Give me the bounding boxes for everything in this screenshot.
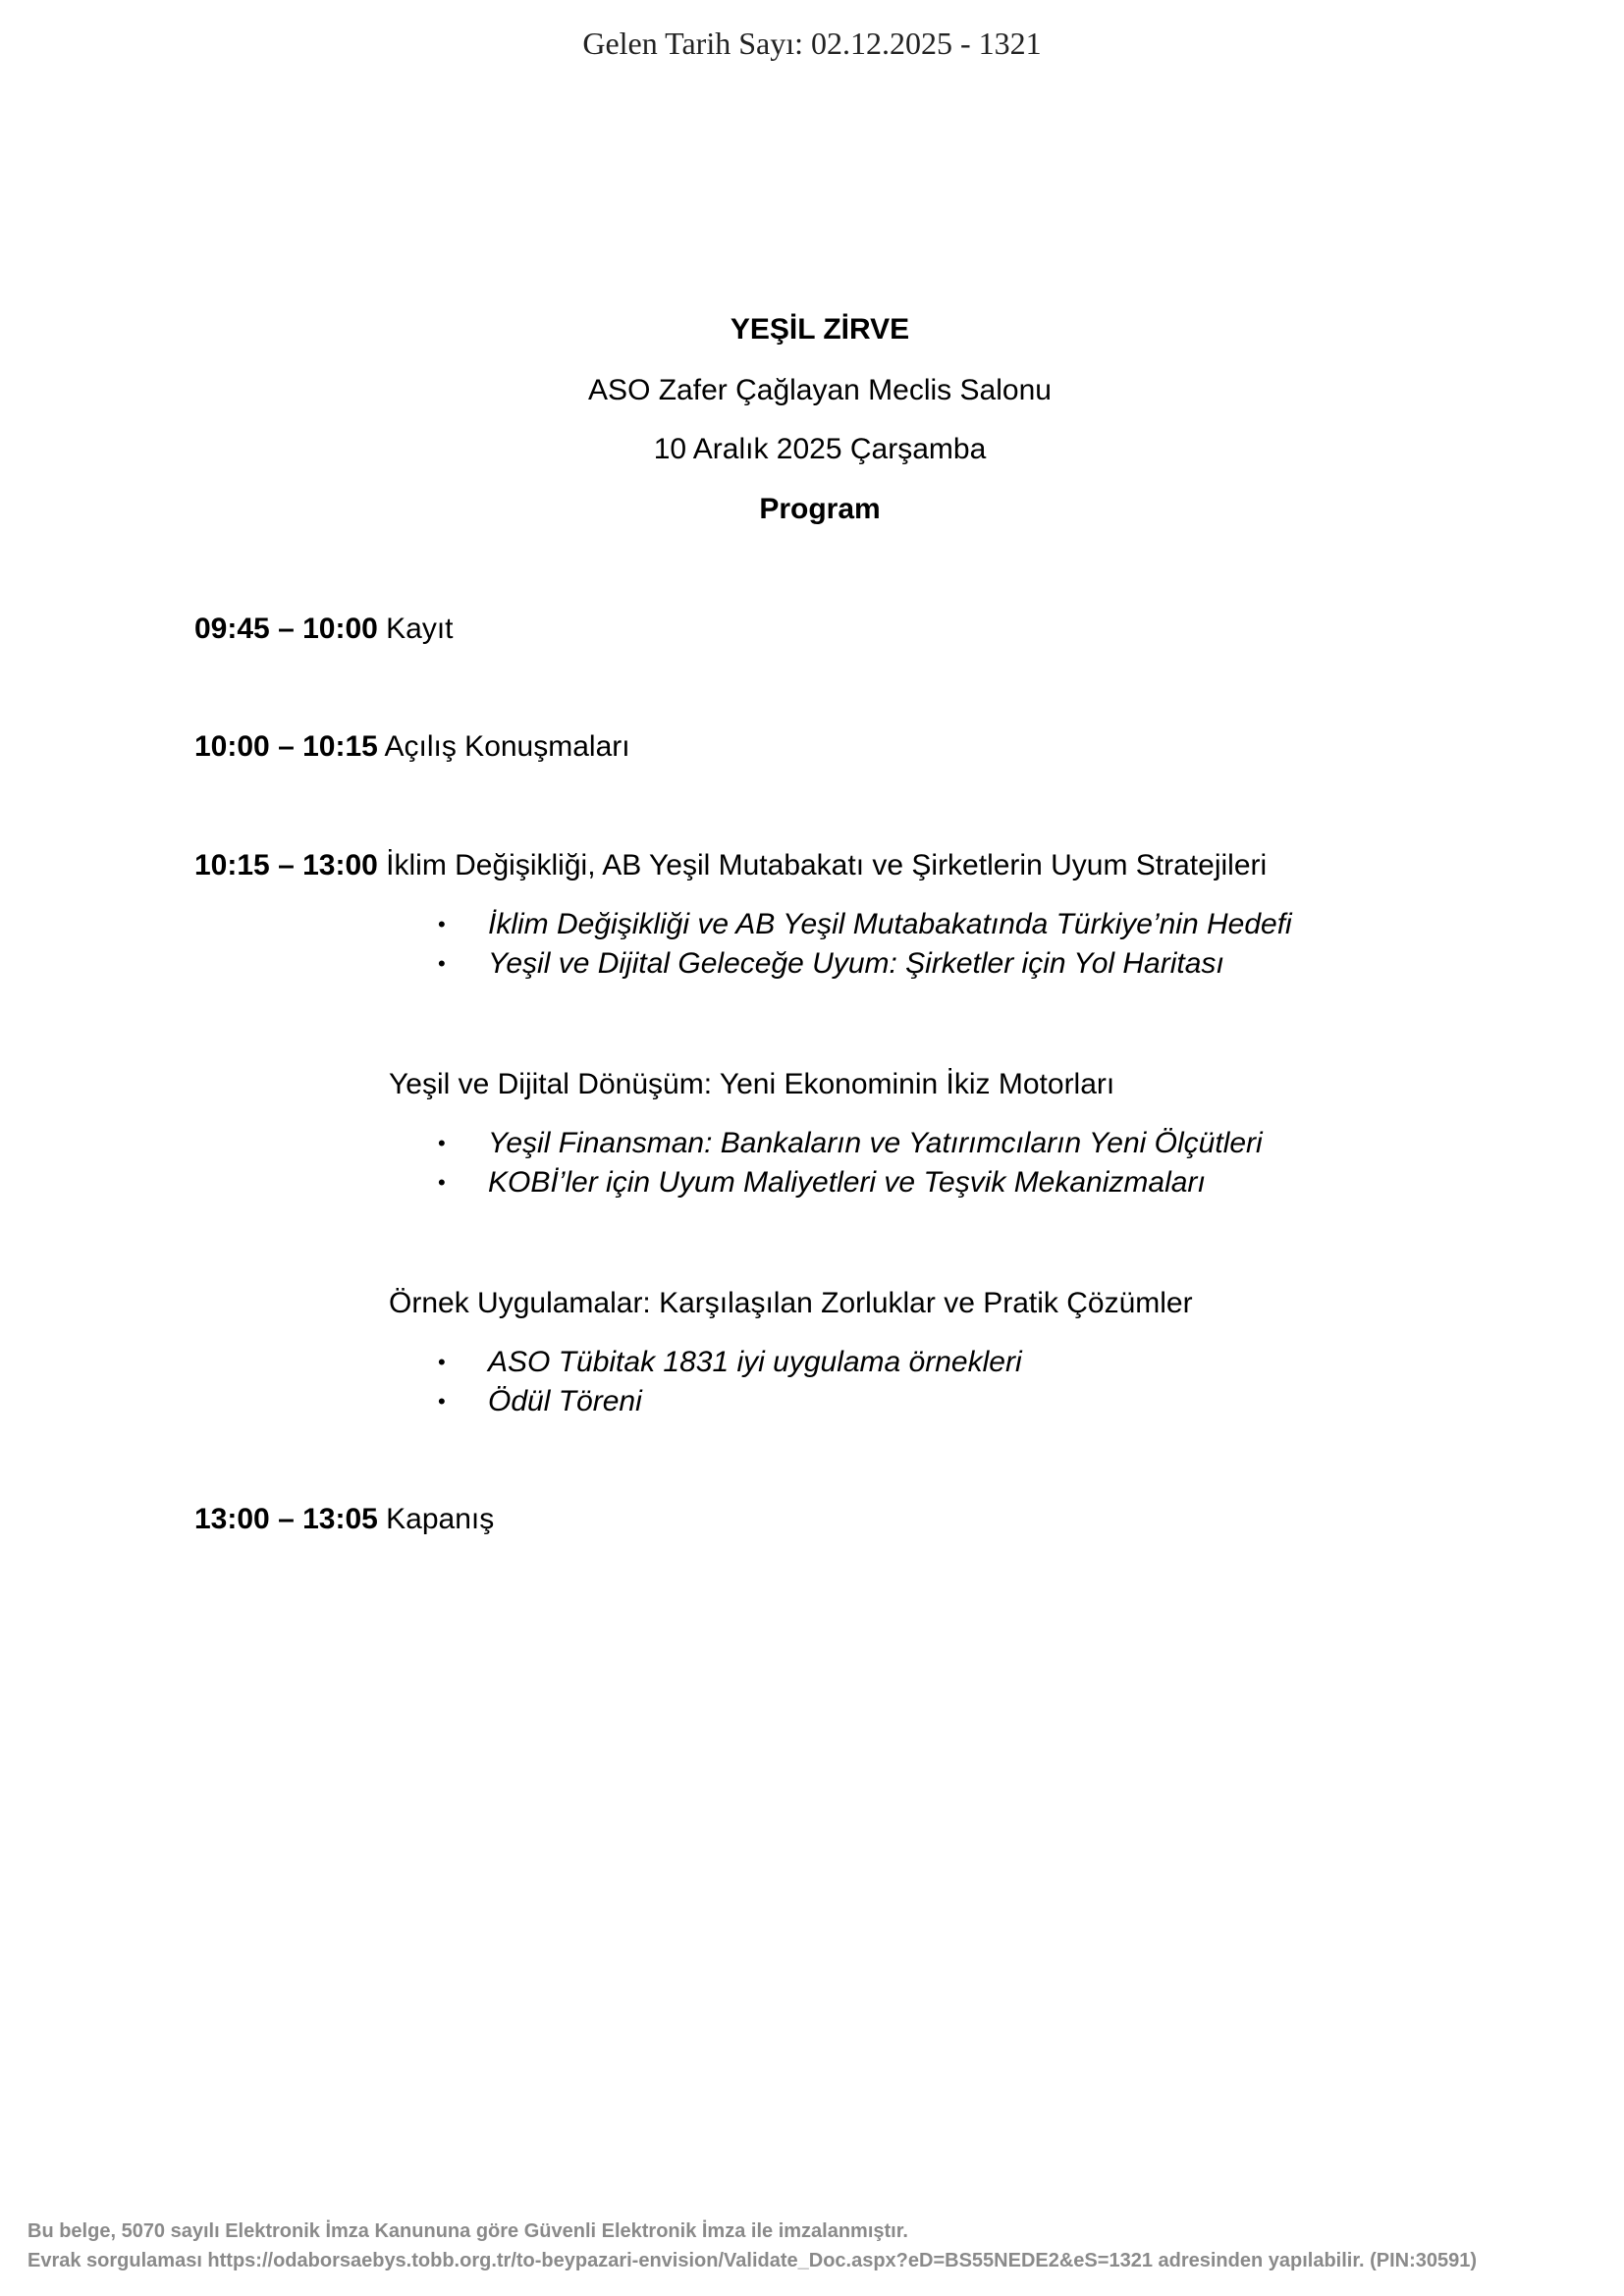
bullet-icon: •: [438, 1131, 446, 1155]
schedule-label: Açılış Konuşmaları: [384, 730, 630, 763]
bullet-icon: •: [438, 1389, 446, 1414]
schedule-item-main-session: [194, 848, 1267, 883]
document-verification-notice: Evrak sorgulaması https://odaborsaebys.tobb.org.tr/to-beypazari-envision/Validate_Doc.aspx?eD=BS55NEDE2&eS=1321 adresinden yapılabilir. (PIN:30591): [27, 2250, 1478, 2271]
date-line: 10 Aralık 2025 Çarşamba: [653, 433, 987, 465]
bullet-icon: •: [438, 1170, 446, 1195]
list-item: • Ödül Töreni: [432, 1382, 1022, 1421]
session-heading-examples: Örnek Uygulamalar: Karşılaşılan Zorluklar ve Pratik Çözümler: [389, 1287, 1193, 1319]
schedule-time: 09:45 – 10:00: [194, 613, 378, 645]
document-title: YEŞİL ZİRVE: [730, 313, 910, 346]
venue-line: ASO Zafer Çağlayan Meclis Salonu: [588, 374, 1052, 406]
schedule-time: 13:00 – 13:05: [194, 1503, 378, 1535]
list-item: • ASO Tübitak 1831 iyi uygulama örnekleri: [432, 1343, 1022, 1382]
list-item: • KOBİ’ler için Uyum Maliyetleri ve Teşvik Mekanizmaları: [432, 1163, 1263, 1202]
schedule-time: 10:15 – 13:00: [194, 849, 378, 881]
bullet-icon: •: [438, 912, 446, 936]
program-heading: Program: [759, 493, 881, 525]
session3-topics: [432, 1343, 1022, 1421]
schedule-item-closing: [194, 1502, 494, 1537]
session-heading-digital-transformation: Yeşil ve Dijital Dönüşüm: Yeni Ekonominin İkiz Motorları: [389, 1068, 1115, 1100]
schedule-item-registration: [194, 612, 454, 647]
schedule-label: Kayıt: [386, 613, 454, 645]
schedule-label: Kapanış: [386, 1503, 495, 1535]
session2-topics: [432, 1124, 1263, 1202]
incoming-date-stamp: Gelen Tarih Sayı: 02.12.2025 - 1321: [582, 26, 1042, 61]
list-item: • Yeşil Finansman: Bankaların ve Yatırımcıların Yeni Ölçütleri: [432, 1124, 1263, 1163]
bullet-icon: •: [438, 1350, 446, 1374]
e-signature-notice: Bu belge, 5070 sayılı Elektronik İmza Kanununa göre Güvenli Elektronik İmza ile imzalanmıştır.: [27, 2220, 908, 2242]
list-item: • İklim Değişikliği ve AB Yeşil Mutabakatında Türkiye’nin Hedefi: [432, 905, 1292, 944]
schedule-item-opening: [194, 729, 630, 765]
main-session-topics: [432, 905, 1292, 984]
schedule-time: 10:00 – 10:15: [194, 730, 378, 763]
bullet-icon: •: [438, 951, 446, 976]
schedule-label: İklim Değişikliği, AB Yeşil Mutabakatı ve Şirketlerin Uyum Stratejileri: [386, 849, 1268, 881]
list-item: • Yeşil ve Dijital Geleceğe Uyum: Şirketler için Yol Haritası: [432, 944, 1292, 984]
